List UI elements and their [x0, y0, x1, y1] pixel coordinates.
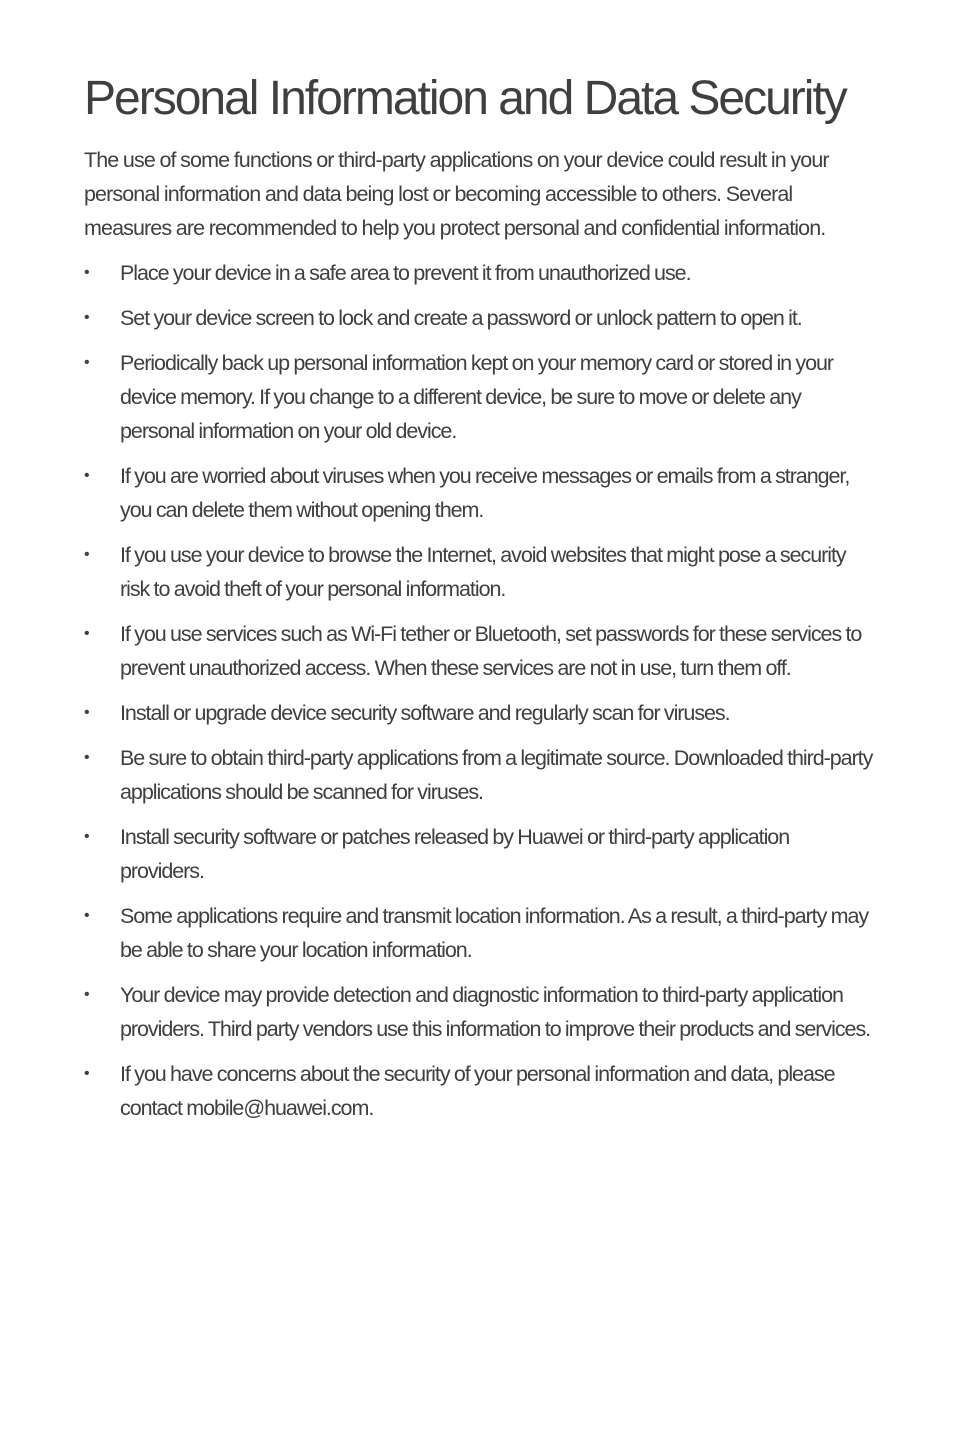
list-item [84, 820, 874, 888]
list-item-text: Be sure to obtain third-party applications from a legitimate source. Downloaded third-party applications should be scanned for viruses. [120, 746, 873, 804]
list-item-text: If you are worried about viruses when you receive messages or emails from a stranger, you can delete them without opening them. [120, 464, 850, 522]
bullet-icon: • [84, 907, 89, 924]
list-item [84, 696, 874, 730]
bullet-icon: • [84, 625, 89, 642]
bullet-icon: • [84, 704, 89, 721]
list-item [84, 741, 874, 809]
list-item-text: Your device may provide detection and diagnostic information to third-party application providers. Third party vendors use this information to improve their products and services. [120, 983, 871, 1041]
bullet-icon: • [84, 546, 89, 563]
bullet-icon: • [84, 309, 89, 326]
list-item-text: Periodically back up personal information kept on your memory card or stored in your device memory. If you change to a different device, be sure to move or delete any personal information on your old device. [120, 351, 834, 443]
list-item-text: If you use your device to browse the Internet, avoid websites that might pose a security risk to avoid theft of your personal information. [120, 543, 846, 601]
list-item-text: If you have concerns about the security of your personal information and data, please contact mobile@huawei.com. [120, 1062, 835, 1120]
list-item [84, 978, 874, 1046]
list-item [84, 538, 874, 606]
list-item-text: Install security software or patches released by Huawei or third-party application providers. [120, 825, 790, 883]
list-item [84, 256, 874, 290]
list-item-text: Set your device screen to lock and create a password or unlock pattern to open it. [120, 306, 802, 330]
security-measures-list [84, 256, 874, 1125]
intro-paragraph: The use of some functions or third-party applications on your device could result in your personal information and data being lost or becoming accessible to others. Several measures are recommended to help you protect personal and confidential information. [84, 148, 829, 240]
page-title: Personal Information and Data Security [84, 72, 846, 125]
list-item-text: Some applications require and transmit location information. As a result, a third-party may be able to share your location information. [120, 904, 869, 962]
bullet-icon: • [84, 986, 89, 1003]
bullet-icon: • [84, 828, 89, 845]
document-page [84, 66, 874, 1136]
list-item [84, 459, 874, 527]
bullet-icon: • [84, 749, 89, 766]
bullet-icon: • [84, 1065, 89, 1082]
list-item-text: If you use services such as Wi-Fi tether or Bluetooth, set passwords for these services to prevent unauthorized access. When these services are not in use, turn them off. [120, 622, 862, 680]
list-item-text: Install or upgrade device security software and regularly scan for viruses. [120, 701, 730, 725]
list-item [84, 617, 874, 685]
list-item [84, 301, 874, 335]
list-item [84, 899, 874, 967]
list-item [84, 1057, 874, 1125]
bullet-icon: • [84, 467, 89, 484]
list-item [84, 346, 874, 448]
bullet-icon: • [84, 354, 89, 371]
bullet-icon: • [84, 264, 89, 281]
list-item-text: Place your device in a safe area to prevent it from unauthorized use. [120, 261, 691, 285]
